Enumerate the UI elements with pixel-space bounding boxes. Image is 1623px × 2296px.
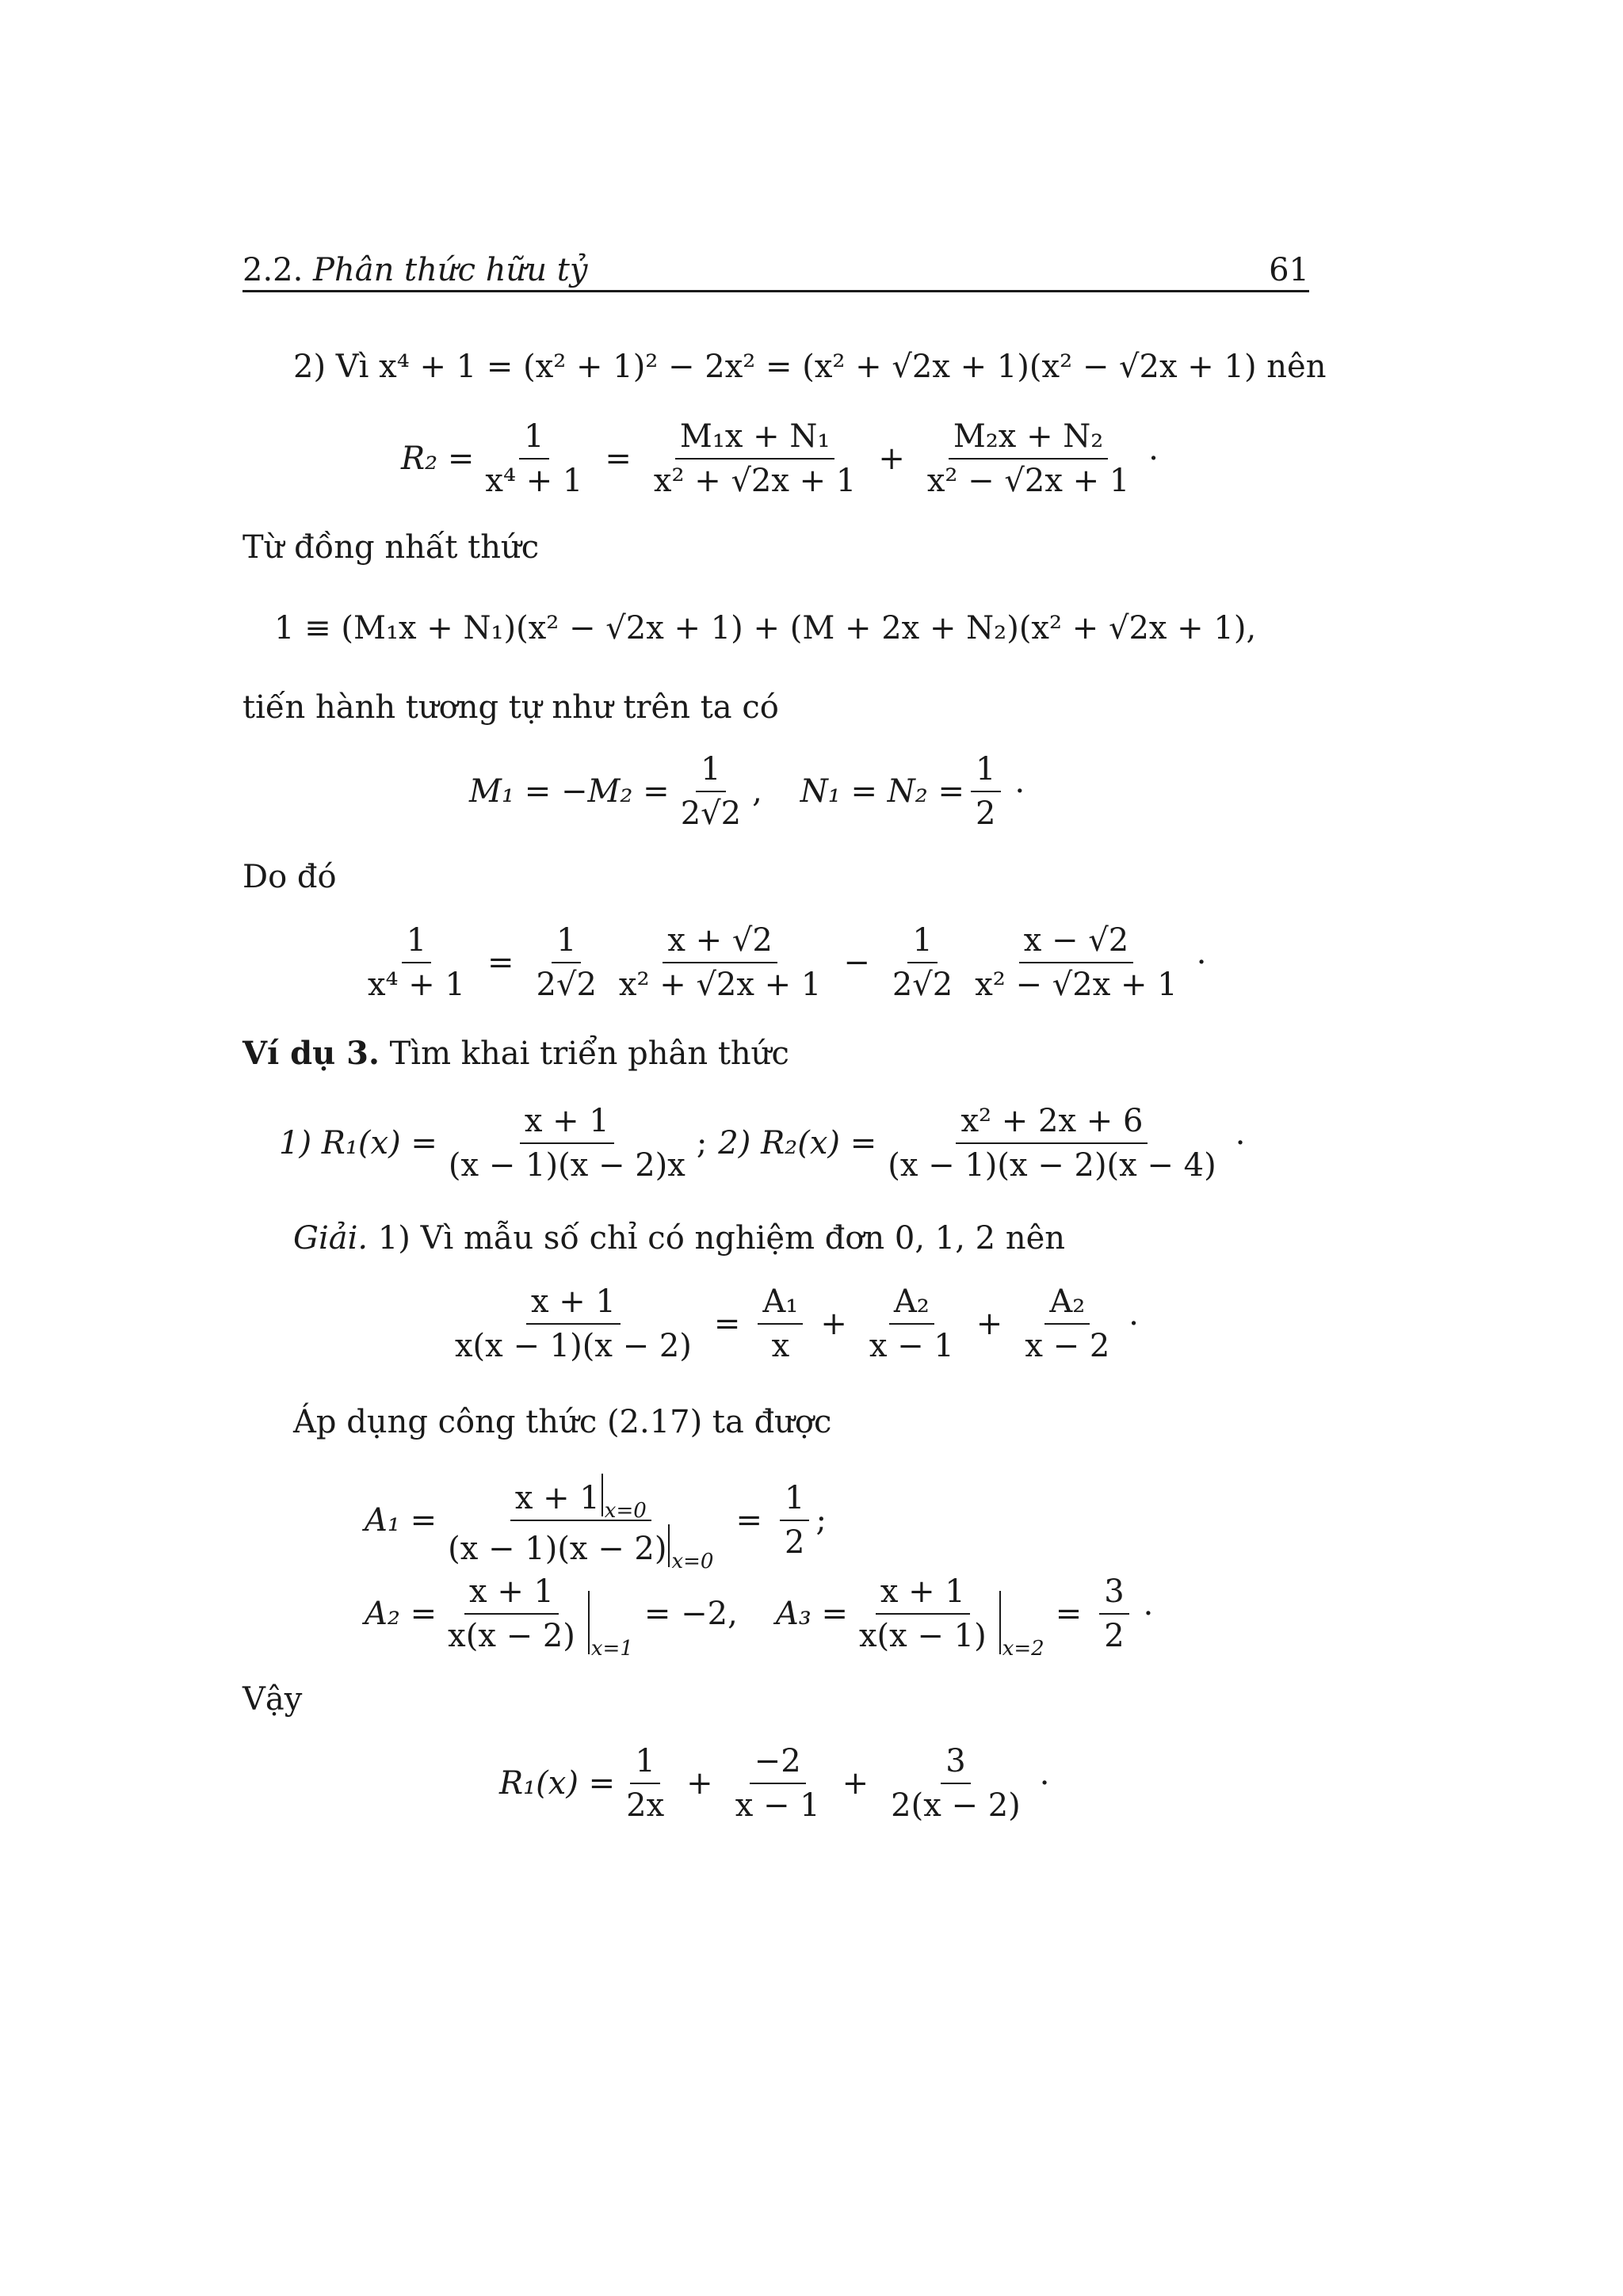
example-label: Ví dụ 3. — [242, 1035, 380, 1072]
solution-label: Giải. — [293, 1220, 369, 1257]
equation-a1 — [365, 1474, 827, 1573]
eq6-plus-2: + — [976, 1306, 1003, 1342]
example-text: Tìm khai triển phân thức — [389, 1035, 789, 1072]
eq7-fraction-1: x + 1 x=0 (x − 1)(x − 2) x=0 — [443, 1474, 718, 1567]
eq6-fraction-1: $\frac{x + 1}{x(x - 1)(x - 2)}$ — [455, 1283, 692, 1364]
equation-coefficients — [469, 751, 1025, 832]
eq8-tail: · — [1143, 1596, 1154, 1632]
eq8-eval-2: $\frac{x + 1}{x(x - 1)}$ x=2 — [858, 1573, 1044, 1661]
eq4-fraction-1: $\frac{1}{\text{x⁴ + 1}}$ — [368, 922, 465, 1003]
eq6-fraction-3: $\frac{\text{A₂}}{x - 1}$ — [869, 1283, 954, 1364]
eq5-fraction-1: $\frac{x + 1}{(x - 1)(x - 2)x}$ — [448, 1103, 685, 1184]
eq1-lhs: R₂ = — [401, 441, 475, 477]
equation-identity: 1 ≡ (M₁x + N₁)(x² − √2x + 1) + (M + 2x + N₂)(x² + √2x + 1), — [274, 610, 1257, 646]
header-rule — [242, 290, 1309, 292]
paragraph-therefore: Do đó — [242, 859, 337, 895]
eq8-lhs: A₂ = — [365, 1596, 437, 1632]
eq4-equals: = — [487, 944, 514, 981]
eq9-plus-1: + — [686, 1765, 713, 1802]
eq9-fraction-2: $\frac{-2}{x - 1}$ — [735, 1743, 820, 1824]
eq1-fraction-2: $\frac{\text{M₁x + N₁}}{\text{x² + √2x + 1}}$ — [653, 418, 857, 499]
running-header-section — [242, 252, 587, 288]
eq7-tail: ; — [815, 1502, 827, 1539]
eq1-equals: = — [605, 441, 632, 477]
eq8-eval-1: $\frac{x + 1}{x(x - 2)}$ x=1 — [448, 1573, 633, 1661]
eq6-plus-1: + — [820, 1306, 847, 1342]
eq3-fraction-2: $\frac{1}{2}$ — [971, 751, 1000, 832]
eq3-mid: N₁ = N₂ = — [800, 773, 965, 810]
paragraph-factorization: 2) Vì x⁴ + 1 = (x² + 1)² − 2x² = (x² + √2x + 1)(x² − √2x + 1) nên — [293, 349, 1327, 385]
equation-example-fractions — [279, 1103, 1245, 1184]
eq9-lhs: R₁(x) = — [499, 1765, 616, 1802]
eq1-fraction-1: $\frac{1}{\text{x⁴ + 1}}$ — [485, 418, 583, 499]
paragraph-similarly: tiến hành tương tự như trên ta có — [242, 689, 779, 726]
eq4-minus: − — [843, 944, 870, 981]
eq3-lhs: M₁ = −M₂ = — [469, 773, 670, 810]
eq7-equals: = — [735, 1502, 762, 1539]
eq1-fraction-3: $\frac{\text{M₂x + N₂}}{\text{x² − √2x + 1}}$ — [926, 418, 1130, 499]
eq8-mid: A₃ = — [775, 1596, 848, 1632]
eq7-fraction-2: $\frac{1}{2}$ — [780, 1480, 809, 1561]
equation-final-decomposition — [357, 922, 1206, 1003]
eq6-tail: · — [1128, 1306, 1139, 1342]
eq4-tail: · — [1196, 944, 1207, 981]
eq3-tail: · — [1014, 773, 1025, 810]
eq6-fraction-4: $\frac{\text{A₂}}{x - 2}$ — [1025, 1283, 1110, 1364]
eq4-fraction-4: $\frac{1}{2√2}$ — [892, 922, 953, 1003]
eq8-result-1: = −2, — [643, 1596, 738, 1632]
equation-r1-result — [499, 1743, 1050, 1824]
eq8-fraction-3: $\frac{3}{2}$ — [1099, 1573, 1128, 1654]
paragraph-apply-formula: Áp dụng công thức (2.17) ta được — [293, 1404, 832, 1440]
eq5-separator: ; — [696, 1125, 708, 1161]
eq6-equals: = — [713, 1306, 741, 1342]
eq4-fraction-3: $\frac{x + √2}{\text{x² + √2x + 1}}$ — [618, 922, 822, 1003]
section-number: 2.2. — [242, 252, 304, 288]
solution-text: 1) Vì mẫu số chỉ có nghiệm đơn 0, 1, 2 nên — [377, 1220, 1066, 1257]
eq4-fraction-5: $\frac{x - √2}{\text{x² − √2x + 1}}$ — [975, 922, 1178, 1003]
paragraph-thus: Vậy — [242, 1681, 303, 1718]
equation-partial-fractions — [444, 1283, 1139, 1364]
eq3-fraction-1: $\frac{1}{2√2}$ — [680, 751, 742, 832]
equation-r2-decomposition — [401, 418, 1159, 499]
eq6-fraction-2: $\frac{\text{A₁}}{x}$ — [758, 1283, 803, 1364]
equation-a2-a3 — [365, 1573, 1154, 1661]
eq9-plus-2: + — [842, 1765, 869, 1802]
eq9-fraction-3: $\frac{3}{2(x - 2)}$ — [891, 1743, 1021, 1824]
page-number: 61 — [1269, 252, 1309, 288]
eq8-equals: = — [1055, 1596, 1083, 1632]
example-heading — [242, 1035, 789, 1072]
solution-paragraph — [293, 1220, 1065, 1257]
eq5-part2: 2) R₂(x) = — [718, 1125, 877, 1161]
eq5-tail: · — [1235, 1125, 1246, 1161]
eq5-fraction-2: $\frac{\text{x² + 2x + 6}}{(x - 1)(x - 2)(x - 4)}$ — [888, 1103, 1216, 1184]
eq7-lhs: A₁ = — [365, 1502, 437, 1539]
eq9-tail: · — [1039, 1765, 1050, 1802]
eq1-tail: · — [1148, 441, 1159, 477]
eq4-fraction-2: $\frac{1}{2√2}$ — [536, 922, 597, 1003]
paragraph-identity: Từ đồng nhất thức — [242, 529, 540, 566]
eq9-fraction-1: $\frac{1}{2x}$ — [626, 1743, 665, 1824]
eq5-part1: 1) R₁(x) = — [279, 1125, 437, 1161]
eq1-plus: + — [878, 441, 905, 477]
eq3-separator: , — [752, 773, 762, 810]
section-title: Phân thức hữu tỷ — [313, 252, 588, 288]
